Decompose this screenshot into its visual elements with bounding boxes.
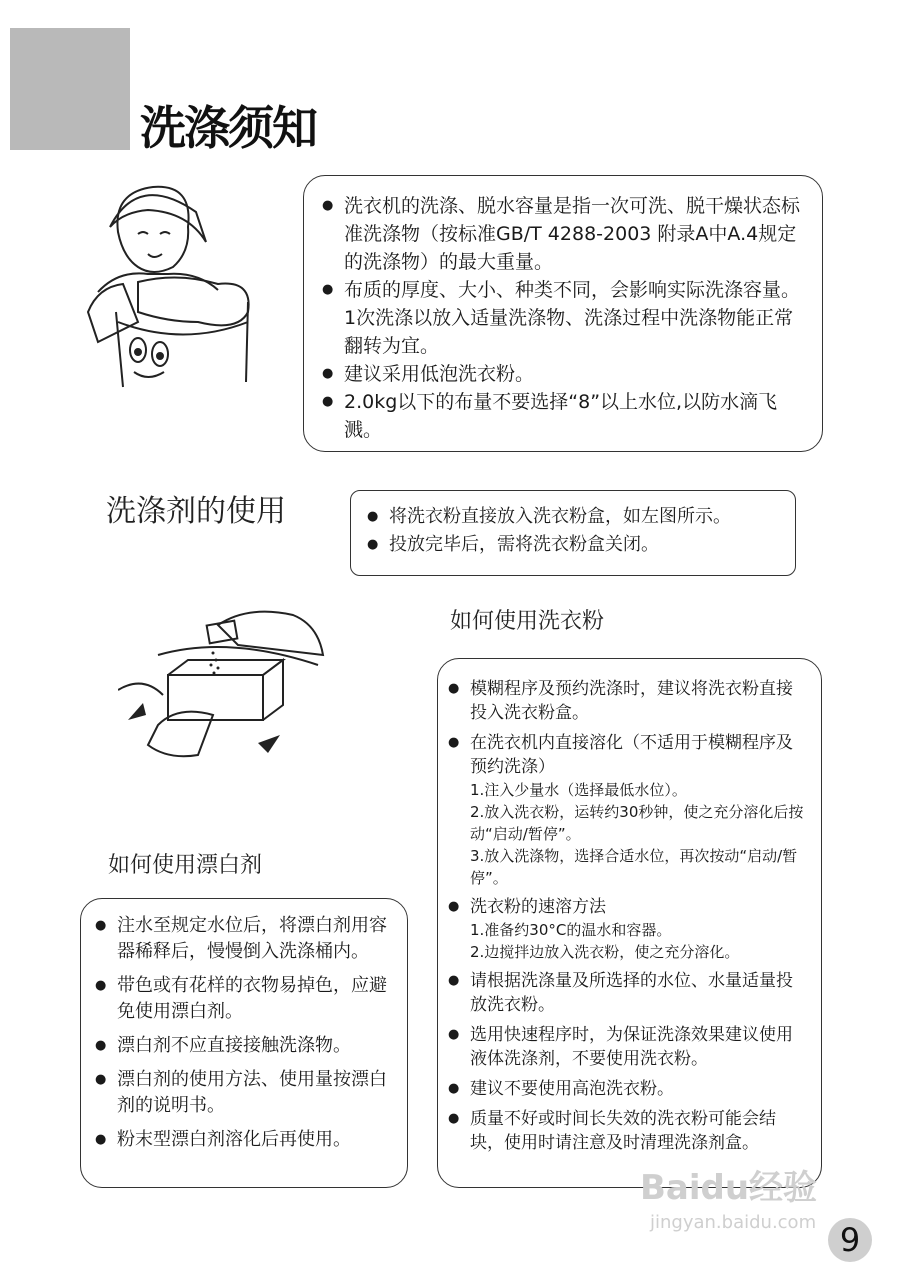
notice-item: ● 洗衣机的洗涤、脱水容量是指一次可洗、脱干燥状态标准洗涤物（按标准GB/T 4288-2003 附录A中A.4规定的洗涤物）的最大重量。 xyxy=(322,192,804,276)
detergent-heading: 洗涤剂的使用 xyxy=(106,494,286,529)
powder-item: ● 质量不好或时间长失效的洗衣粉可能会结块，使用时请注意及时清理洗涤剂盒。 xyxy=(448,1107,809,1155)
bleach-item: ● 粉末型漂白剂溶化后再使用。 xyxy=(95,1127,397,1153)
notice-item: ● 2.0kg以下的布量不要选择“8”以上水位,以防水滴飞溅。 xyxy=(322,388,804,444)
bleach-heading: 如何使用漂白剂 xyxy=(108,853,263,878)
powder-item-text: ● 在洗衣机内直接溶化（不适用于模糊程序及预约洗涤） xyxy=(470,733,793,777)
woman-loading-washer-illustration xyxy=(78,172,288,392)
powder-item: ● 模糊程序及预约洗涤时，建议将洗衣粉直接投入洗衣粉盒。 xyxy=(448,677,809,725)
bleach-item: ● 漂白剂的使用方法、使用量按漂白剂的说明书。 xyxy=(95,1067,397,1119)
powder-step: 2.边搅拌边放入洗衣粉，使之充分溶化。 xyxy=(470,943,740,961)
bleach-item: ● 漂白剂不应直接接触洗涤物。 xyxy=(95,1033,397,1059)
powder-heading: 如何使用洗衣粉 xyxy=(450,609,605,634)
detergent-box xyxy=(350,490,796,576)
powder-item xyxy=(448,731,809,889)
notice-item: ● 布质的厚度、大小、种类不同，会影响实际洗涤容量。1次洗涤以放入适量洗涤物、洗涤过程中洗涤物能正常翻转为宜。 xyxy=(322,276,804,360)
powder-step: 1.注入少量水（选择最低水位）。 xyxy=(470,781,687,799)
detergent-item: ● 将洗衣粉直接放入洗衣粉盒，如左图所示。 xyxy=(367,503,779,531)
powder-item: ● 建议不要使用高泡洗衣粉。 xyxy=(448,1077,809,1101)
detergent-item: ● 投放完毕后，需将洗衣粉盒关闭。 xyxy=(367,531,779,559)
page-title: 洗涤须知 xyxy=(140,101,316,155)
bleach-box xyxy=(80,898,408,1188)
powder-item-text: ● 洗衣粉的速溶方法 xyxy=(470,897,606,917)
powder-step: 2.放入洗衣粉，运转约30秒钟，使之充分溶化后按动“启动/暂停”。 xyxy=(470,803,804,843)
watermark-brand: Baidu经验 xyxy=(640,1168,818,1208)
washing-notice-box xyxy=(303,175,823,452)
bleach-item: ● 带色或有花样的衣物易掉色，应避免使用漂白剂。 xyxy=(95,973,397,1025)
powder-box xyxy=(437,658,822,1188)
notice-item: ● 建议采用低泡洗衣粉。 xyxy=(322,360,804,388)
powder-step: 1.准备约30°C的温水和容器。 xyxy=(470,921,672,939)
powder-item: ● 选用快速程序时，为保证洗涤效果建议使用液体洗涤剂，不要使用洗衣粉。 xyxy=(448,1023,809,1071)
page-number: 9 xyxy=(828,1218,872,1262)
bleach-item: ● 注水至规定水位后，将漂白剂用容器稀释后，慢慢倒入洗涤桶内。 xyxy=(95,913,397,965)
powder-item: ● 请根据洗涤量及所选择的水位、水量适量投放洗衣粉。 xyxy=(448,969,809,1017)
title-gray-block xyxy=(10,28,130,150)
watermark-url: jingyan.baidu.com xyxy=(650,1212,817,1233)
powder-step: 3.放入洗涤物，选择合适水位，再次按动“启动/暂停”。 xyxy=(470,847,798,887)
detergent-drawer-illustration xyxy=(118,605,333,770)
powder-item xyxy=(448,895,809,963)
